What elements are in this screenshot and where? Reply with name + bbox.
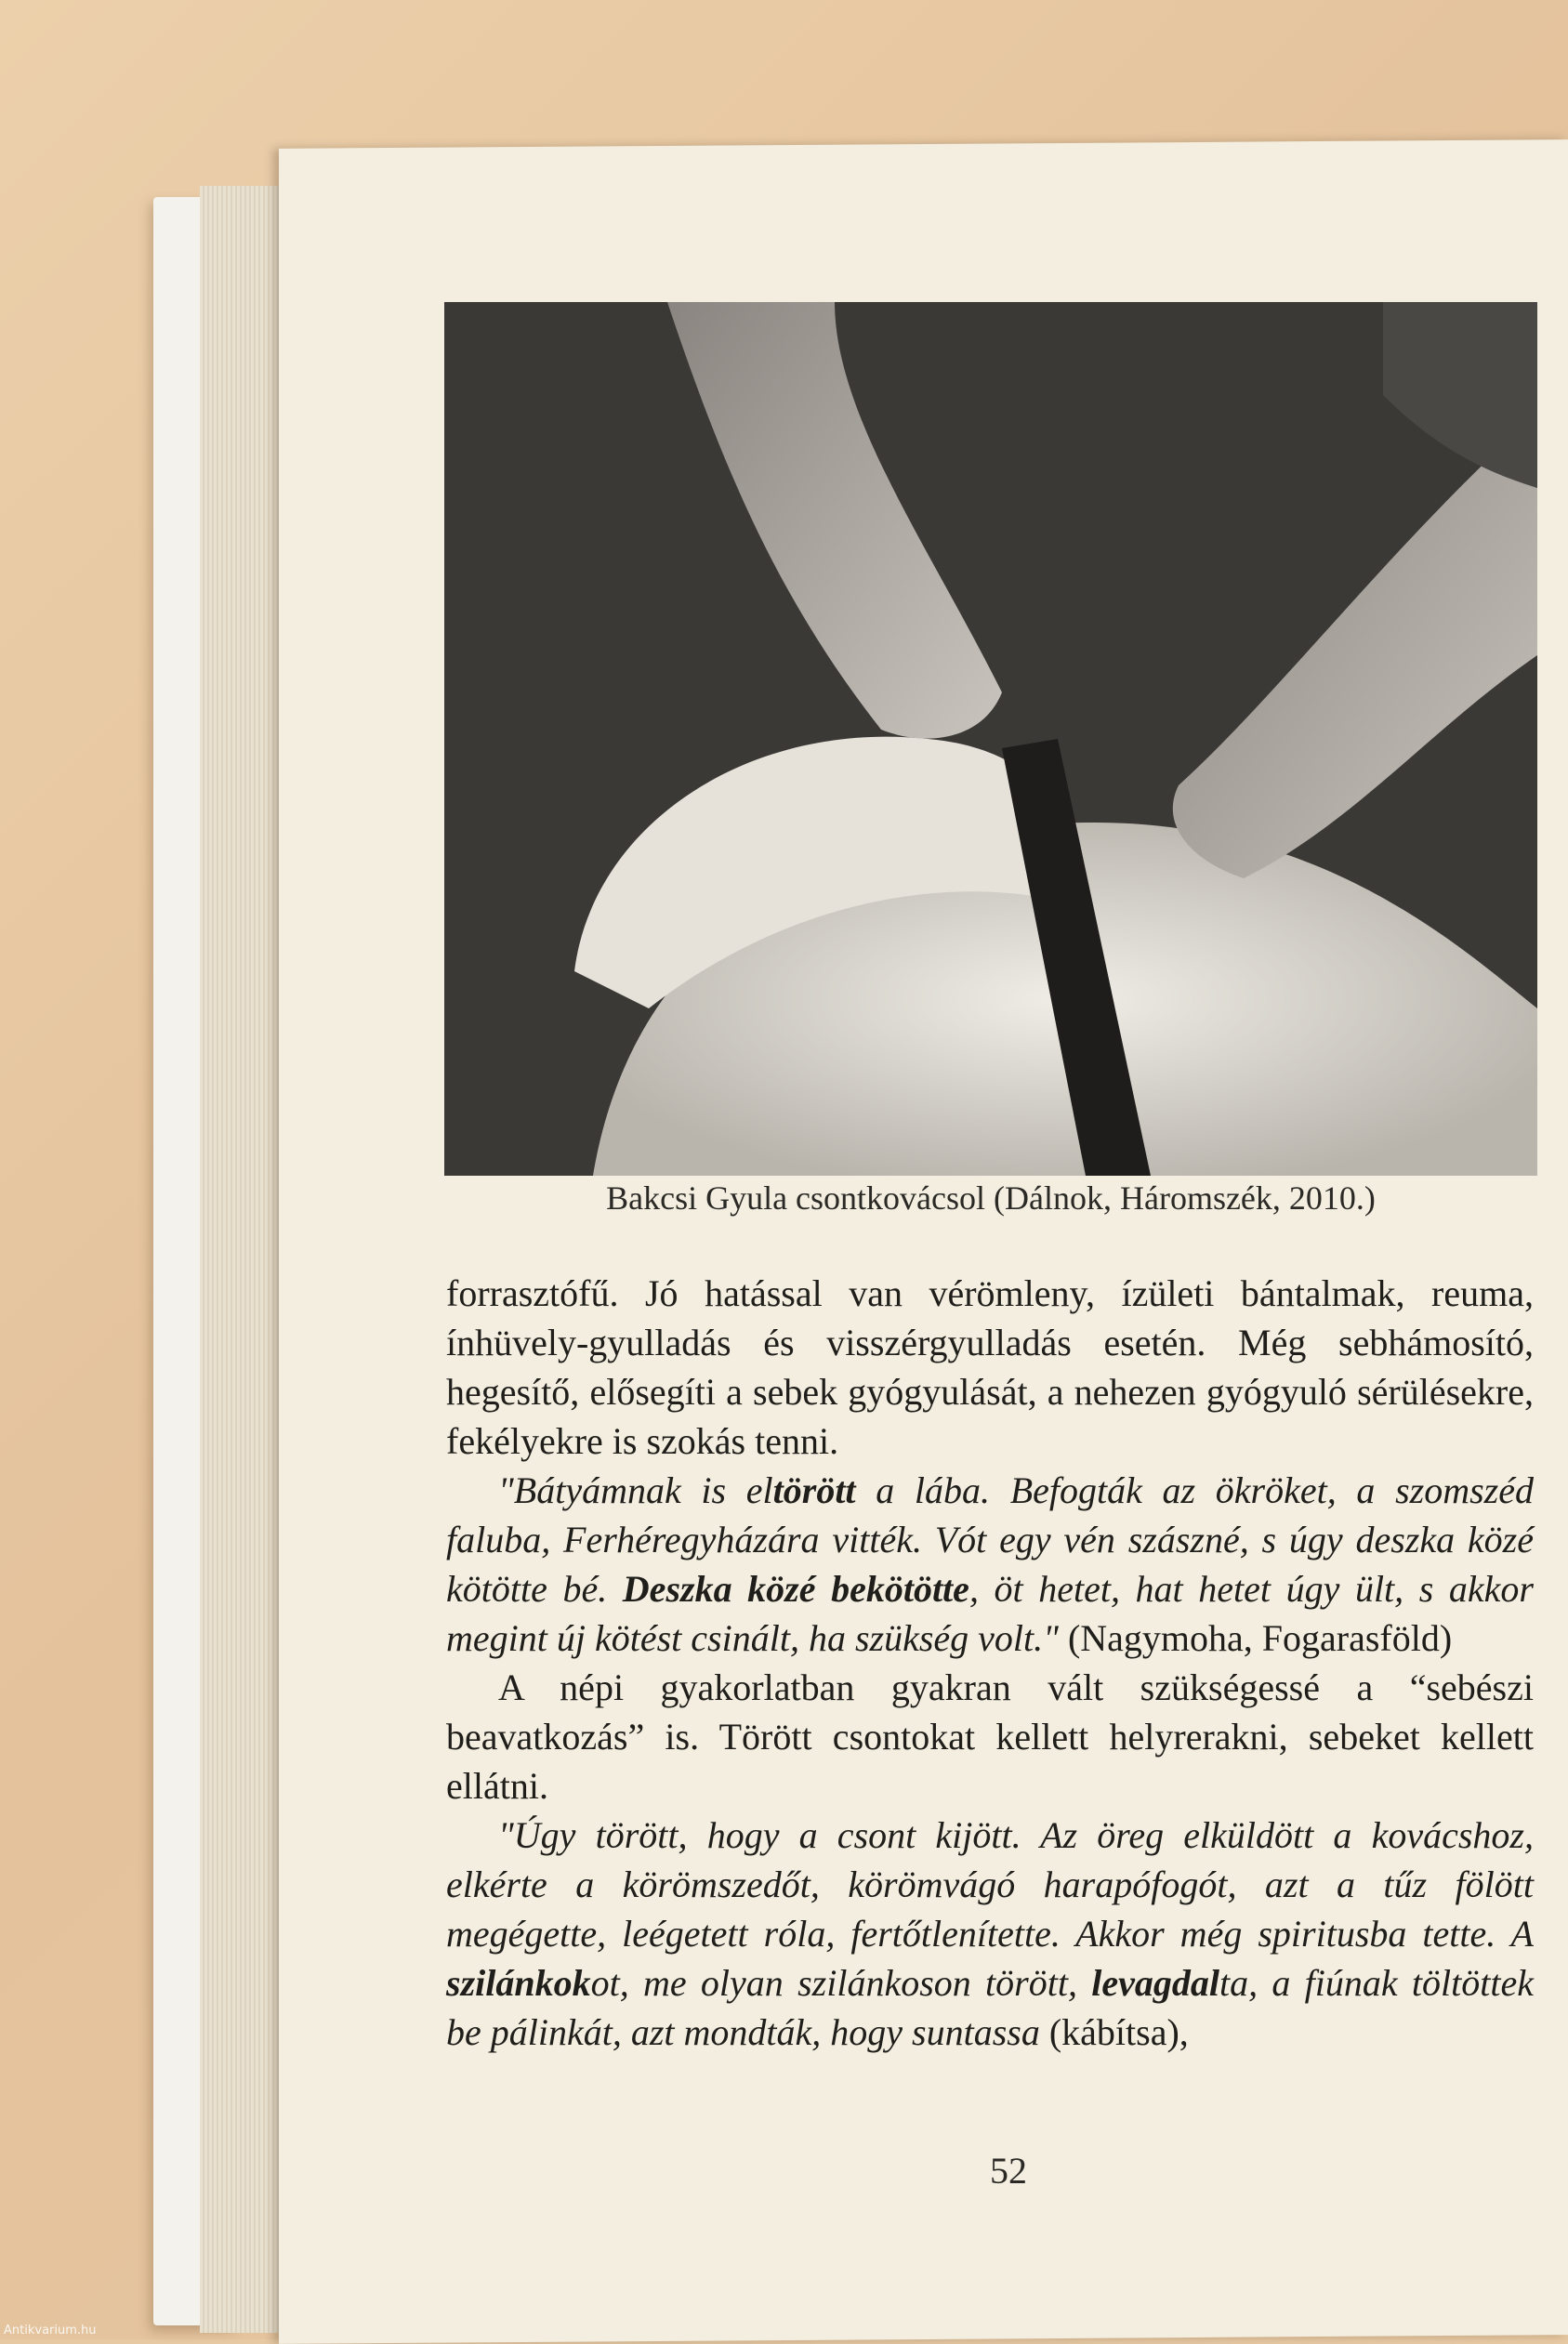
- quote-4-text-b: ot, me olyan szilánkoson törött,: [590, 1962, 1092, 2004]
- page-number: 52: [990, 2150, 1027, 2192]
- quote-4-bold-b: levagdal: [1091, 1962, 1219, 2004]
- quote-4-bold-a: szilánkok: [446, 1962, 591, 2004]
- quote-4-text-a: "Úgy törött, hogy a csont kijött. Az öreg elküldött a kovácshoz, elkérte a körömszedőt, körömvágó harapófogót, azt a tűz fölött megégette, leégetett róla, fertőtlenítette. Akkor még spiritusba tette. A: [446, 1814, 1534, 1955]
- body-text: [446, 1269, 1534, 2057]
- paragraph-1: [446, 1269, 1534, 1466]
- photo-image: [444, 302, 1537, 1176]
- quote-2-text-b: a lába. Befogták az ökröket, a szomszéd faluba, Ferhéregyházára vitték. Vót egy vén szászné, s úgy deszka közé kötötte bé.: [446, 1469, 1534, 1610]
- quote-2-source: (Nagymoha, Fogarasföld): [1058, 1617, 1453, 1659]
- paragraph-2-quote: [446, 1466, 1534, 1663]
- quote-2-bold-a: törött: [772, 1469, 856, 1511]
- photo-illustration: [444, 302, 1537, 1176]
- paragraph-1-text: forrasztófű. Jó hatással van vérömleny, ízületi bántalmak, reuma, ínhüvely-gyulladás és visszérgyulladás esetén. Még sebhámosító, hegesítő, elősegíti a sebek gyógyulását, a nehezen gyógyuló sérülésekre, fekélyekre is szokás tenni.: [446, 1272, 1534, 1462]
- quote-2-text-a: "Bátyámnak is el: [498, 1469, 773, 1511]
- quote-2-bold-b: Deszka közé bekötötte: [622, 1568, 969, 1610]
- quote-2-text-c: , öt hetet, hat hetet úgy ült, s akkor megint új kötést csinált, ha szükség volt.": [446, 1568, 1534, 1659]
- watermark-text: Antikvarium.hu: [4, 2324, 97, 2337]
- paragraph-3-text: A népi gyakorlatban gyakran vált szükségessé a “sebészi beavatkozás” is. Törött csontokat kellett helyrerakni, sebeket kellett ellátni.: [446, 1666, 1534, 1807]
- paragraph-3: [446, 1663, 1534, 1811]
- quote-4-gloss: (kábítsa),: [1039, 2011, 1189, 2053]
- quote-4-text-c: ta, a fiúnak töltöttek be pálinkát, azt mondták, hogy suntassa: [446, 1962, 1534, 2053]
- photo-caption: Bakcsi Gyula csontkovácsol (Dálnok, Háromszék, 2010.): [606, 1179, 1376, 1217]
- paragraph-4-quote: [446, 1811, 1534, 2057]
